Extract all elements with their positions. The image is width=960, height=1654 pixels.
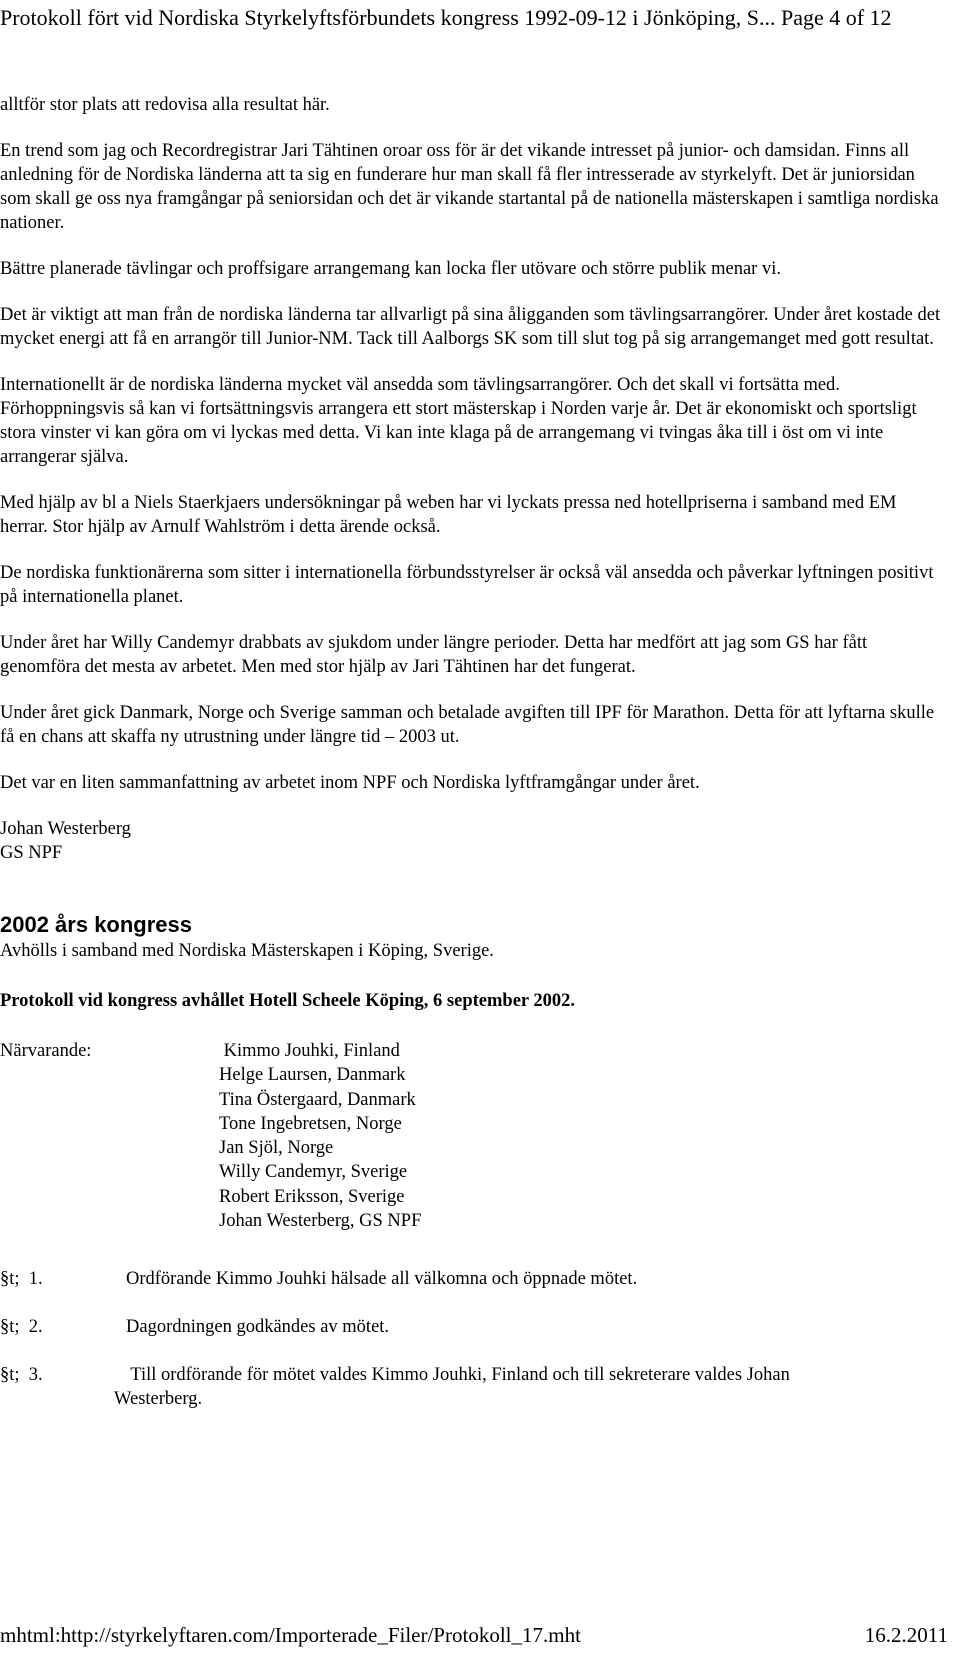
page-header: Protokoll fört vid Nordiska Styrkelyftsförbundets kongress 1992-09-12 i Jönköping, S... Page 4 of 12 <box>0 5 892 30</box>
agenda-item-text: Till ordförande för mötet valdes Kimmo Jouhki, Finland och till sekreterare valdes Johan <box>126 1365 790 1385</box>
footer-url: mhtml:http://styrkelyftaren.com/Importerade_Filer/Protokoll_17.mht <box>0 1623 581 1647</box>
agenda-item-text: Ordförande Kimmo Jouhki hälsade all välkomna och öppnade mötet. <box>126 1269 638 1289</box>
attendance-block <box>0 1039 948 1239</box>
attendee: Johan Westerberg, GS NPF <box>219 1211 422 1232</box>
footer-date: 16.2.2011 <box>864 1623 948 1647</box>
paragraph: Med hjälp av bl a Niels Staerkjaers undersökningar på weben har vi lyckats pressa ned hotellpriserna i samband med EM herrar. Stor hjälp av Arnulf Wahlström i detta ärende också. <box>0 493 897 537</box>
attendee: Tina Östergaard, Danmark <box>219 1089 416 1110</box>
attendee: Robert Eriksson, Sverige <box>219 1186 405 1207</box>
document-body <box>0 93 948 1435</box>
paragraph: Bättre planerade tävlingar och proffsigare arrangemang kan locka fler utövare och större publik menar vi. <box>0 259 781 279</box>
attendance-label: Närvarande: <box>0 1041 92 1061</box>
paragraph: Det var en liten sammanfattning av arbetet inom NPF och Nordiska lyftframgångar under året. <box>0 773 700 793</box>
protocol-title: Protokoll vid kongress avhållet Hotell Scheele Köping, 6 september 2002. <box>0 991 576 1011</box>
section-subtitle: Avhölls i samband med Nordiska Mästerskapen i Köping, Sverige. <box>0 941 494 961</box>
attendance-list <box>219 1039 421 1233</box>
signature-name: Johan Westerberg <box>0 819 131 839</box>
paragraph: Under året gick Danmark, Norge och Sverige samman och betalade avgiften till IPF för Marathon. Detta för att lyftarna skulle få en chans att skaffa ny utrustning under längre tid – 2003 ut. <box>0 703 935 747</box>
agenda-item-number: §t; 3. <box>0 1365 43 1385</box>
paragraph: Internationellt är de nordiska länderna mycket väl ansedda som tävlingsarrangörer. Och det skall vi fortsätta med. Förhoppningsvis så kan vi fortsättningsvis arrangera ett stort mästerskap i Norden varje år. Det är ekonomiskt och sportsligt stora vinster vi kan göra om vi lyckas med detta. Vi kan inte klaga på de arrangemang vi tvingas åka till i öst om vi inte arrangerar själva. <box>0 375 917 467</box>
paragraph: Under året har Willy Candemyr drabbats av sjukdom under längre perioder. Detta har medfört att jag som GS har fått genomföra det mesta av arbetet. Men med stor hjälp av Jari Tähtinen har det fungerat. <box>0 633 868 677</box>
attendee: Willy Candemyr, Sverige <box>219 1162 408 1183</box>
agenda-item-continuation: Westerberg. <box>114 1389 203 1409</box>
agenda-item-number: §t; 2. <box>0 1317 43 1337</box>
attendee: Helge Laursen, Danmark <box>219 1065 406 1086</box>
agenda-item <box>0 1315 948 1339</box>
section-heading: 2002 års kongress <box>0 912 193 937</box>
attendee: Tone Ingebretsen, Norge <box>219 1113 402 1134</box>
attendee: Kimmo Jouhki, Finland <box>219 1041 400 1061</box>
signature-block <box>0 817 948 865</box>
paragraph: Det är viktigt att man från de nordiska länderna tar allvarligt på sina åligganden som tävlingsarrangörer. Under året kostade det mycket energi att få en arrangör till Junior-NM. Tack till Aalborgs SK som till slut tog på sig arrangemanget med gott resultat. <box>0 305 941 349</box>
paragraph: De nordiska funktionärerna som sitter i internationella förbundsstyrelser är också väl ansedda och påverkar lyftningen positivt på internationella planet. <box>0 563 934 607</box>
agenda-item <box>0 1267 948 1291</box>
paragraph: En trend som jag och Recordregistrar Jari Tähtinen oroar oss för är det vikande intresset på junior- och damsidan. Finns all anledning för de Nordiska länderna att ta sig en funderare hur man skall få fler intresserade av styrkelyft. Det är juniorsidan som skall ge oss nya framgångar på seniorsidan och det är vikande startantal på de nationella mästerskapen i samtliga nordiska nationer. <box>0 141 939 233</box>
agenda-item-text: Dagordningen godkändes av mötet. <box>126 1317 390 1337</box>
signature-title: GS NPF <box>0 843 63 863</box>
agenda-item-number: §t; 1. <box>0 1269 43 1289</box>
paragraph: alltför stor plats att redovisa alla resultat här. <box>0 95 330 115</box>
agenda-item <box>0 1363 948 1411</box>
attendee: Jan Sjöl, Norge <box>219 1138 334 1159</box>
